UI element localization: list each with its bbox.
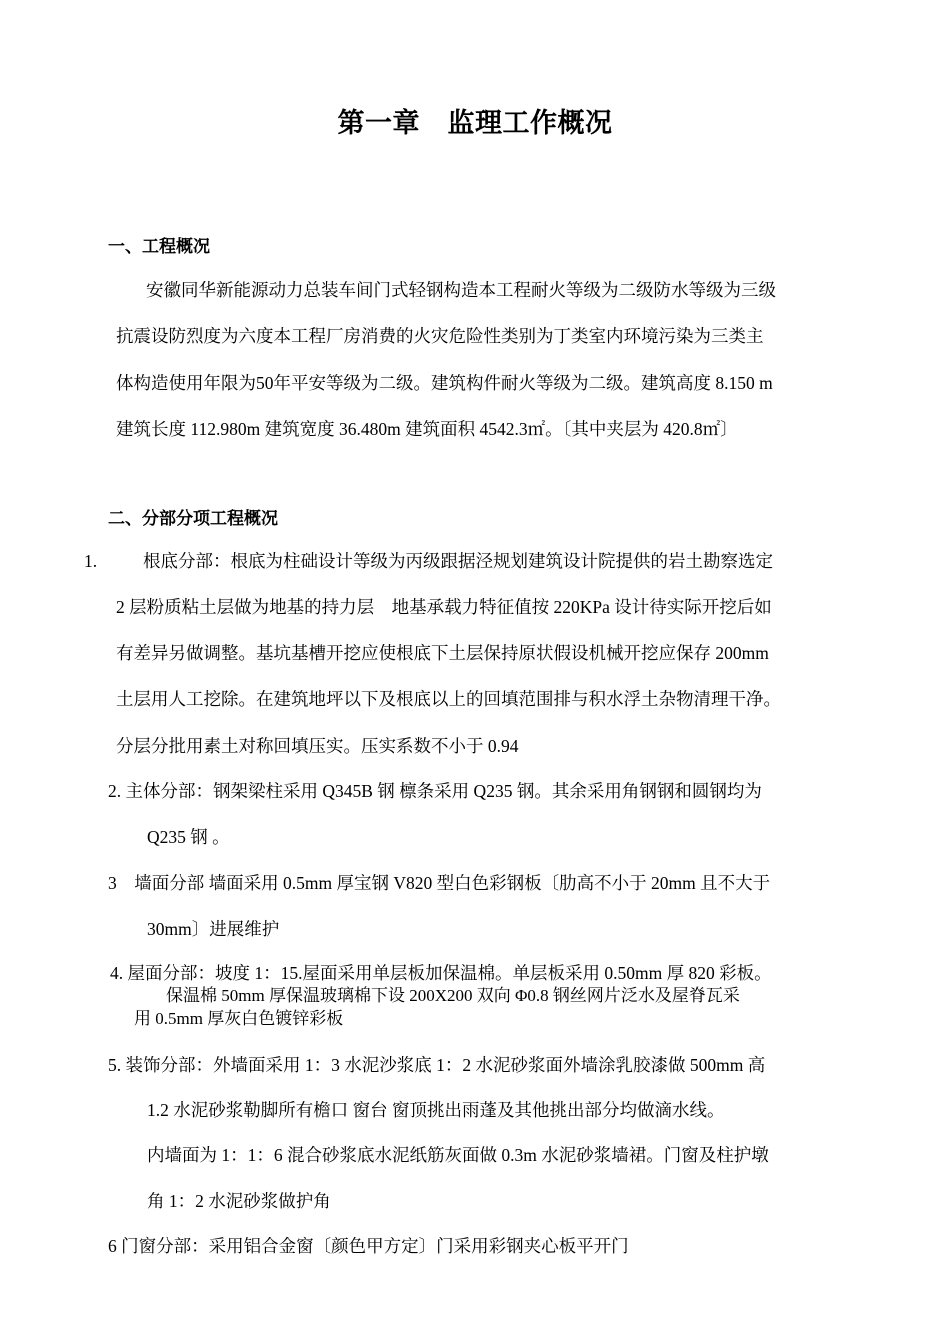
list-item-line: 用 0.5mm 厚灰白色镀锌彩板 (134, 1009, 344, 1028)
paragraph-line: 建筑长度 112.980m 建筑宽度 36.480m 建筑面积 4542.3㎡。〔其中夹层为 420.8㎡〕 (116, 419, 738, 439)
list-item-line: 5. 装饰分部：外墙面采用 1：3 水泥沙浆底 1：2 水泥砂浆面外墙涂乳胶漆做 500mm 高 (108, 1055, 766, 1075)
list-item-number: 1. (84, 551, 98, 571)
list-item-line: 1.2 水泥砂浆勒脚所有檐口 窗台 窗顶挑出雨蓬及其他挑出部分均做滴水线。 (147, 1100, 725, 1120)
list-item-line: 有差异另做调整。基坑基槽开挖应使根底下土层保持原状假设机械开挖应保存 200mm (116, 643, 769, 663)
paragraph-line: 安徽同华新能源动力总装车间门式轻钢构造本工程耐火等级为二级防水等级为三级 (146, 280, 776, 300)
list-item-line: 4. 屋面分部：坡度 1：15.屋面采用单层板加保温棉。单层板采用 0.50mm 厚 820 彩板。 (110, 963, 772, 983)
paragraph-line: 体构造使用年限为50年平安等级为二级。建筑构件耐火等级为二级。建筑高度 8.150 m (116, 373, 773, 393)
list-item-line: 6 门窗分部：采用铝合金窗〔颜色甲方定〕门采用彩钢夹心板平开门 (108, 1236, 629, 1256)
list-item-line: 保温棉 50mm 厚保温玻璃棉下设 200X200 双向 Φ0.8 钢丝网片泛水及屋脊瓦采 (166, 986, 740, 1005)
section-heading-sub-projects: 二、分部分项工程概况 (108, 509, 278, 528)
paragraph-line: 抗震设防烈度为六度本工程厂房消费的火灾危险性类别为丁类室内环境污染为三类主 (116, 326, 764, 346)
list-item-line: 根底分部：根底为柱础设计等级为丙级跟据泾规划建筑设计院提供的岩土勘察选定 (143, 551, 773, 571)
list-item-line: 内墙面为 1：1：6 混合砂浆底水泥纸筋灰面做 0.3m 水泥砂浆墙裙。门窗及柱护墩 (147, 1145, 769, 1165)
list-item-line: 角 1：2 水泥砂浆做护角 (147, 1191, 331, 1211)
list-item-line: 分层分批用素土对称回填压实。压实系数不小于 0.94 (116, 736, 519, 756)
list-item-line: 土层用人工挖除。在建筑地坪以下及根底以上的回填范围排与积水浮土杂物清理干净。 (116, 689, 781, 709)
list-item-line: 2 层粉质粘土层做为地基的持力层 地基承载力特征值按 220KPa 设计待实际开挖后如 (116, 597, 772, 617)
list-item-line: 3 墙面分部 墙面采用 0.5mm 厚宝钢 V820 型白色彩钢板〔肋高不小于 20mm 且不大于 (108, 873, 771, 893)
page-title: 第一章 监理工作概况 (337, 108, 613, 138)
section-heading-project-overview: 一、工程概况 (108, 237, 210, 256)
list-item-line: 2. 主体分部：钢架梁柱采用 Q345B 钢 檩条采用 Q235 钢。其余采用角钢钢和圆钢均为 (108, 781, 762, 801)
list-item-line: Q235 钢 。 (147, 827, 230, 847)
list-item-line: 30mm〕进展维护 (147, 919, 280, 939)
